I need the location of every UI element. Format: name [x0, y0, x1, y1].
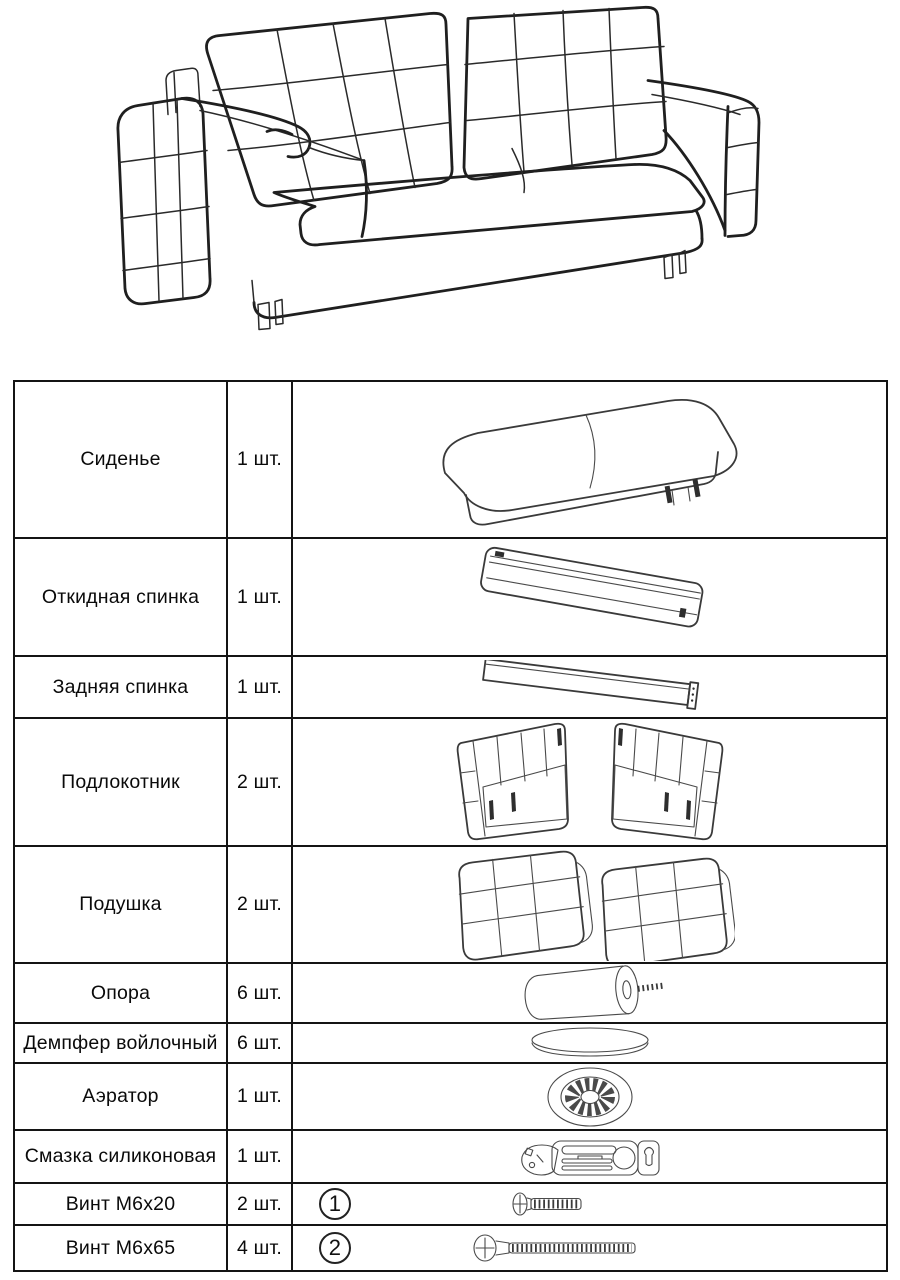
part-illustration-cushion [292, 846, 887, 963]
leg-drawing [505, 965, 675, 1021]
part-name: Подлокотник [14, 718, 227, 846]
table-row [14, 1225, 887, 1271]
part-illustration-leg [292, 963, 887, 1023]
part-qty: 2 шт. [227, 718, 292, 846]
part-illustration-screw-m6x20 [292, 1183, 887, 1225]
aerator-drawing [544, 1066, 636, 1128]
silicone-grease-drawing [512, 1133, 667, 1181]
table-row [14, 1063, 887, 1130]
part-illustration-armrest [292, 718, 887, 846]
part-name: Сиденье [14, 381, 227, 538]
table-row [14, 381, 887, 538]
marker-circle-2: 2 [319, 1232, 351, 1264]
part-name: Откидная спинка [14, 538, 227, 656]
part-illustration-screw-m6x65 [292, 1225, 887, 1271]
table-row [14, 1130, 887, 1183]
part-qty: 1 шт. [227, 381, 292, 538]
part-qty: 1 шт. [227, 1130, 292, 1183]
part-qty: 6 шт. [227, 963, 292, 1023]
table-row [14, 1183, 887, 1225]
parts-table [13, 380, 888, 1272]
felt-damper-drawing [520, 1026, 660, 1060]
part-name: Опора [14, 963, 227, 1023]
part-illustration-seat [292, 381, 887, 538]
part-qty: 4 шт. [227, 1225, 292, 1271]
part-name: Подушка [14, 846, 227, 963]
marker-circle-1: 1 [319, 1188, 351, 1220]
part-name: Смазка силиконовая [14, 1130, 227, 1183]
table-row [14, 846, 887, 963]
part-illustration-felt-damper [292, 1023, 887, 1063]
part-illustration-grease [292, 1130, 887, 1183]
table-row [14, 718, 887, 846]
screw-m6x20-drawing [500, 1186, 620, 1222]
part-name: Демпфер войлочный [14, 1023, 227, 1063]
sofa-illustration [52, 2, 797, 368]
table-row [14, 1023, 887, 1063]
part-illustration-rear-back [292, 656, 887, 718]
armrest-pair-drawing [445, 721, 735, 843]
part-qty: 1 шт. [227, 538, 292, 656]
part-qty: 2 шт. [227, 1183, 292, 1225]
part-qty: 1 шт. [227, 1063, 292, 1130]
part-name: Винт М6х65 [14, 1225, 227, 1271]
part-name: Задняя спинка [14, 656, 227, 718]
part-name: Аэратор [14, 1063, 227, 1130]
seat-drawing [420, 387, 760, 532]
sofa-line-drawing [52, 2, 797, 368]
part-name: Винт М6х20 [14, 1183, 227, 1225]
screw-m6x65-drawing [465, 1228, 655, 1268]
table-row [14, 963, 887, 1023]
folding-backrest-drawing [455, 543, 725, 651]
part-illustration-aerator [292, 1063, 887, 1130]
table-row [14, 538, 887, 656]
part-illustration-folding-backrest [292, 538, 887, 656]
part-qty: 6 шт. [227, 1023, 292, 1063]
cushion-pair-drawing [445, 849, 735, 961]
part-qty: 2 шт. [227, 846, 292, 963]
rear-back-panel-drawing [465, 660, 715, 714]
part-qty: 1 шт. [227, 656, 292, 718]
table-row [14, 656, 887, 718]
